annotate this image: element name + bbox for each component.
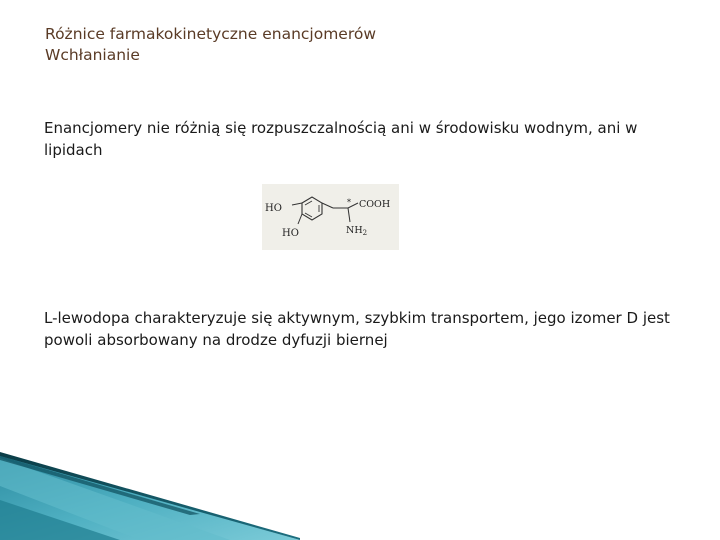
levodopa-structure-image [262,184,399,250]
cooh-label: COOH [359,199,391,210]
paragraph-solubility: Enancjomery nie różnią się rozpuszczalnością ani w środowisku wodnym, ani w lipidach [44,119,638,159]
ho-label-bottom: HO [282,228,299,239]
stereocenter-mark: * [347,198,351,207]
paragraph-transport: L-lewodopa charakteryzuje się aktywnym, szybkim transportem, jego izomer D jest powoli absorbowany na drodze dyfuzji biernej [44,309,670,349]
nh2-label: NH [346,225,363,236]
ho-label-top: HO [265,203,282,214]
title-line-main: Różnice farmakokinetyczne enancjomerów [45,25,377,43]
nh2-subscript: 2 [362,229,368,237]
title-line-sub: Wchłanianie [45,45,140,64]
corner-decoration [0,440,300,540]
slide-title [45,24,376,66]
svg-text:NH2 [346,225,367,237]
